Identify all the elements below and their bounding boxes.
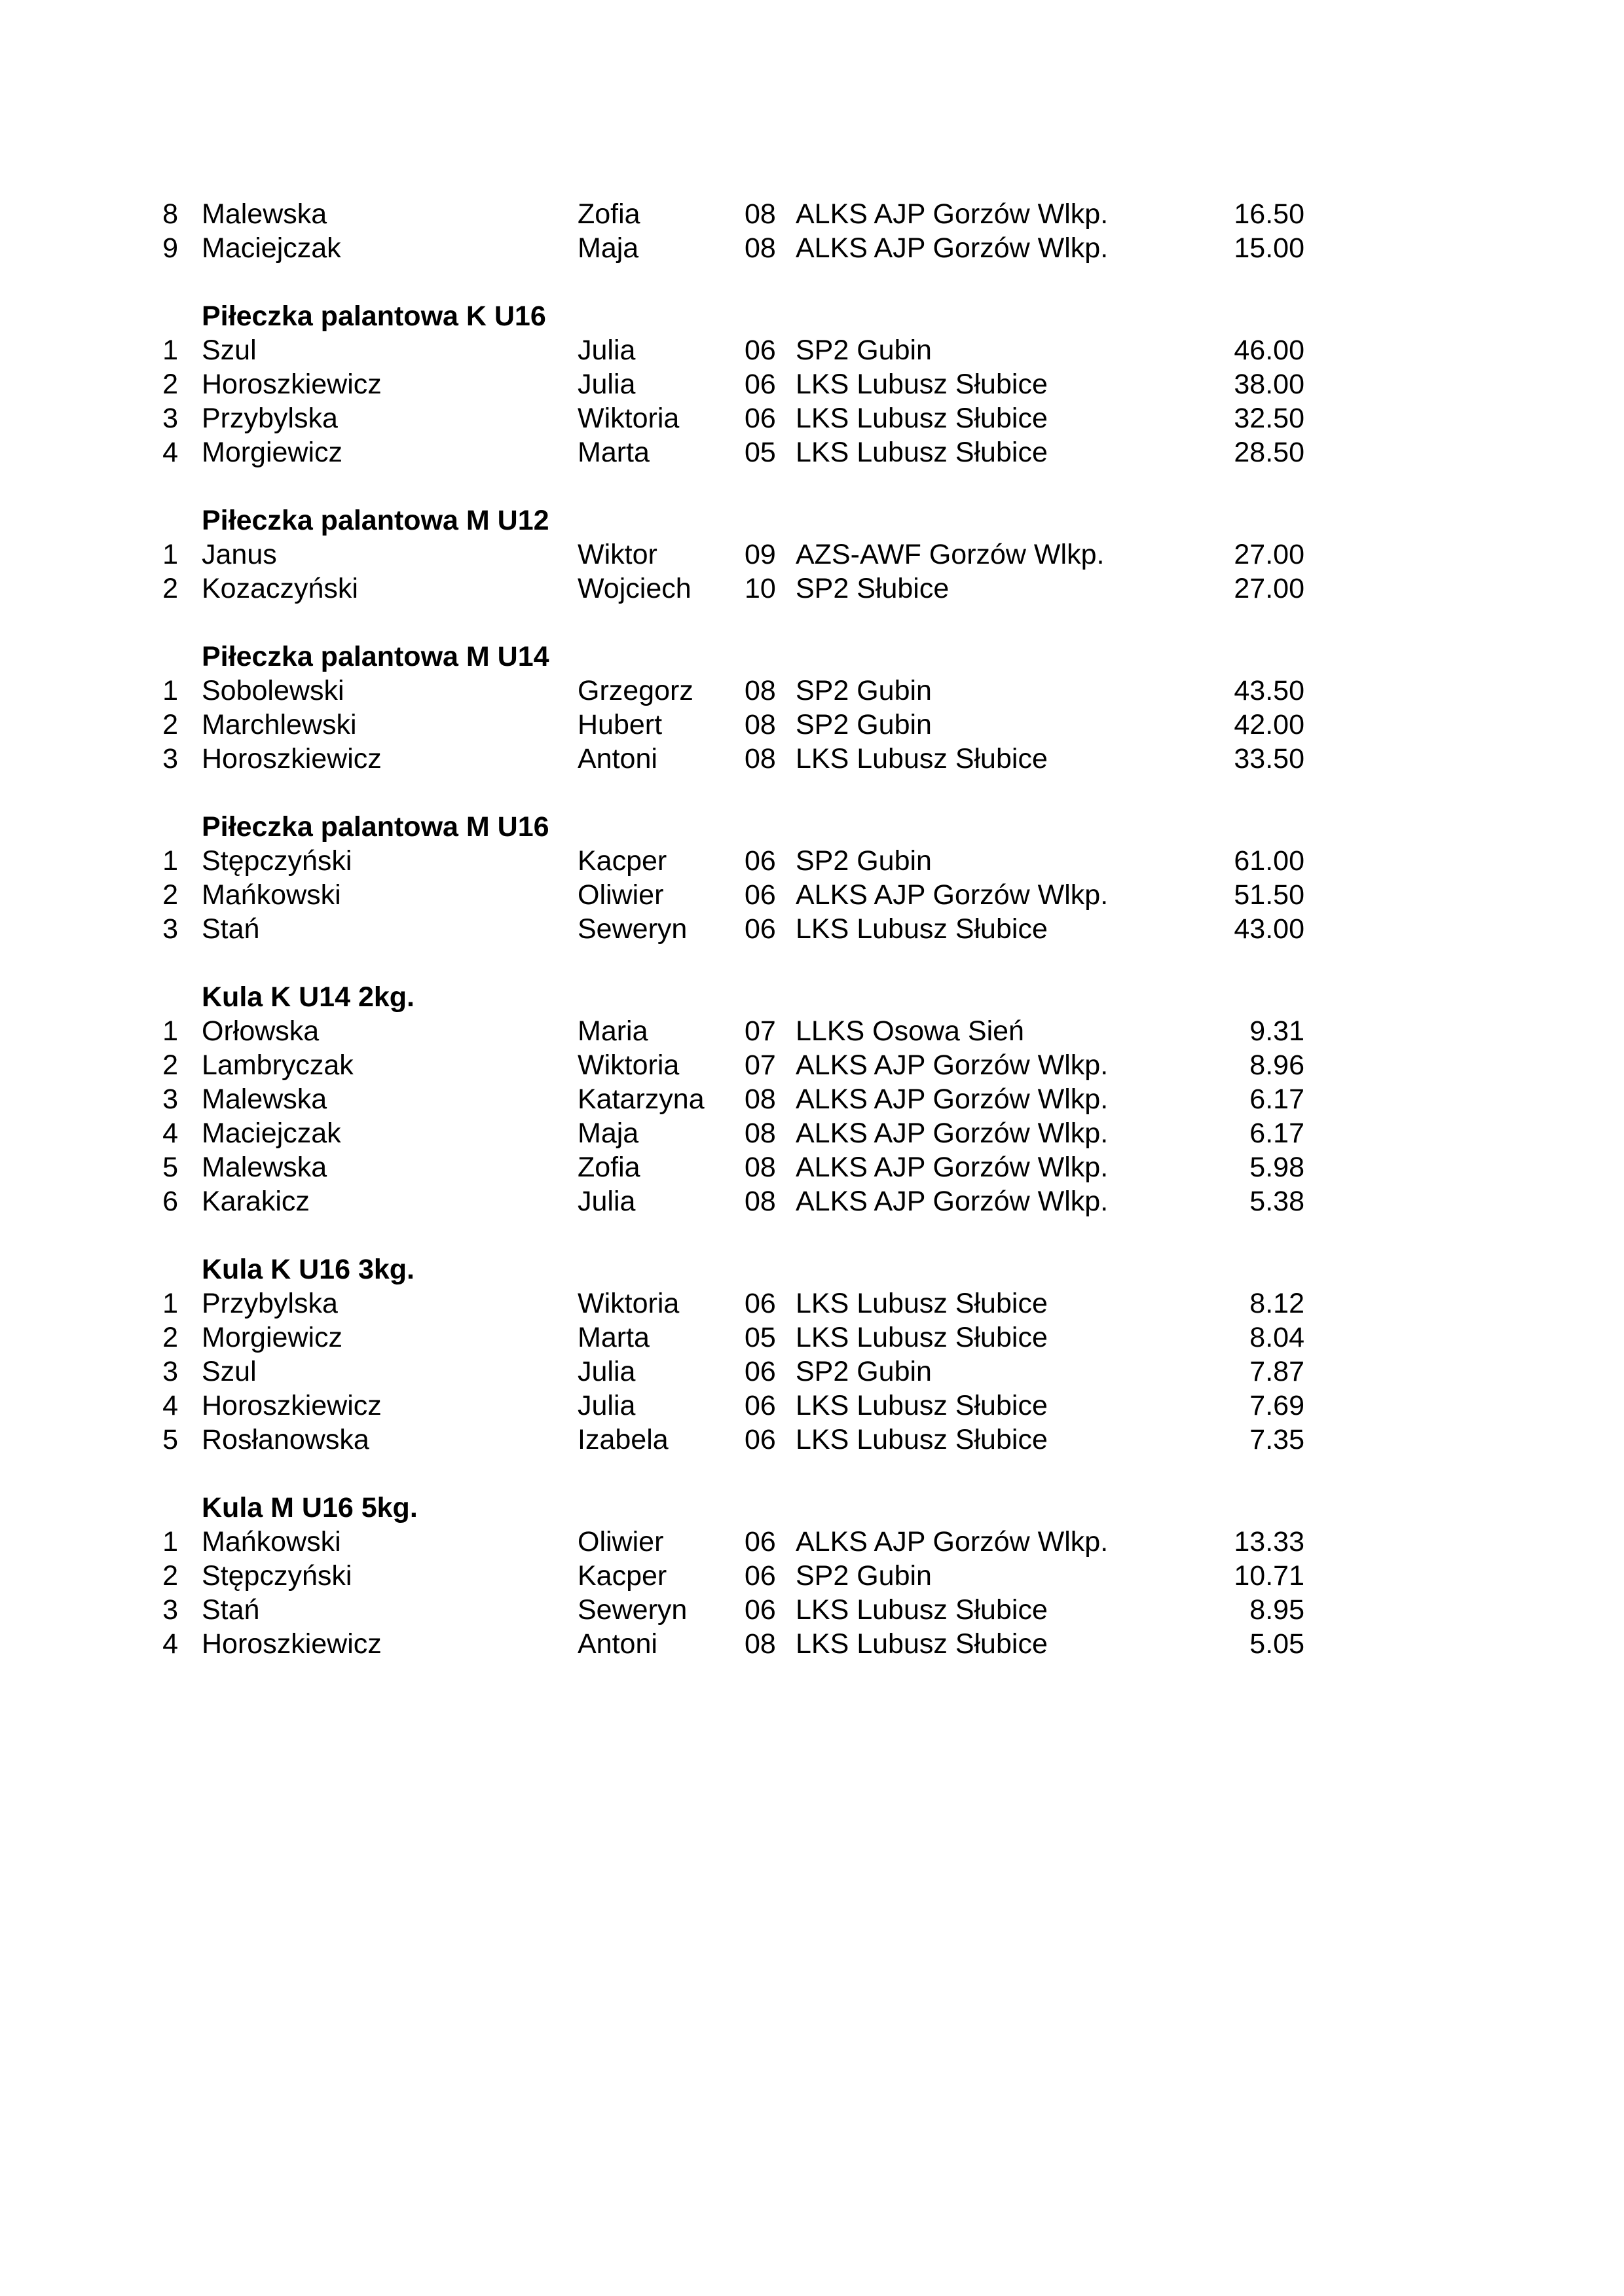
result-row [0, 572, 1304, 606]
club-cell: LKS Lubusz Słubice [796, 1594, 1048, 1626]
birth-year-cell: 08 [745, 198, 776, 230]
event-rows [0, 844, 1304, 946]
last-name-cell: Lambryczak [202, 1049, 354, 1081]
result-cell: 7.87 [1249, 1356, 1304, 1387]
event-rows [0, 197, 1304, 265]
event-section [0, 503, 1304, 606]
rank-cell: 2 [162, 1322, 178, 1353]
result-row [0, 1559, 1304, 1593]
first-name-cell: Wiktor [578, 539, 657, 570]
event-section [0, 980, 1304, 1218]
birth-year-cell: 06 [745, 913, 776, 945]
result-cell: 32.50 [1234, 403, 1304, 434]
rank-cell: 1 [162, 845, 178, 877]
club-cell: SP2 Słubice [796, 573, 950, 604]
last-name-cell: Marchlewski [202, 709, 357, 740]
first-name-cell: Wiktoria [578, 403, 680, 434]
rank-cell: 1 [162, 539, 178, 570]
rank-cell: 2 [162, 879, 178, 911]
last-name-cell: Mańkowski [202, 1526, 341, 1558]
birth-year-cell: 08 [745, 1152, 776, 1183]
result-cell: 46.00 [1234, 335, 1304, 366]
rank-cell: 1 [162, 1288, 178, 1319]
birth-year-cell: 06 [745, 879, 776, 911]
event-rows [0, 674, 1304, 776]
event-section [0, 197, 1304, 265]
last-name-cell: Stań [202, 913, 260, 945]
rank-cell: 2 [162, 709, 178, 740]
club-cell: ALKS AJP Gorzów Wlkp. [796, 1118, 1109, 1149]
last-name-cell: Horoszkiewicz [202, 1628, 382, 1660]
club-cell: ALKS AJP Gorzów Wlkp. [796, 198, 1109, 230]
result-cell: 43.00 [1234, 913, 1304, 945]
club-cell: ALKS AJP Gorzów Wlkp. [796, 1049, 1109, 1081]
club-cell: ALKS AJP Gorzów Wlkp. [796, 879, 1109, 911]
club-cell: LKS Lubusz Słubice [796, 913, 1048, 945]
first-name-cell: Kacper [578, 1560, 667, 1592]
birth-year-cell: 08 [745, 232, 776, 264]
result-cell: 8.95 [1249, 1594, 1304, 1626]
club-cell: LKS Lubusz Słubice [796, 437, 1048, 468]
first-name-cell: Wojciech [578, 573, 692, 604]
result-cell: 5.05 [1249, 1628, 1304, 1660]
result-cell: 9.31 [1249, 1015, 1304, 1047]
result-row [0, 912, 1304, 946]
result-row [0, 1321, 1304, 1355]
last-name-cell: Malewska [202, 1084, 327, 1115]
result-cell: 16.50 [1234, 198, 1304, 230]
first-name-cell: Kacper [578, 845, 667, 877]
rank-cell: 6 [162, 1186, 178, 1217]
rank-cell: 1 [162, 335, 178, 366]
result-row [0, 401, 1304, 435]
last-name-cell: Stępczyński [202, 1560, 352, 1592]
club-cell: SP2 Gubin [796, 675, 932, 706]
first-name-cell: Antoni [578, 1628, 657, 1660]
result-cell: 5.38 [1249, 1186, 1304, 1217]
result-cell: 7.69 [1249, 1390, 1304, 1421]
event-rows [0, 1014, 1304, 1218]
result-row [0, 878, 1304, 912]
result-cell: 27.00 [1234, 573, 1304, 604]
result-cell: 8.96 [1249, 1049, 1304, 1081]
rank-cell: 1 [162, 1015, 178, 1047]
event-rows [0, 1286, 1304, 1457]
result-row [0, 1116, 1304, 1150]
birth-year-cell: 06 [745, 1356, 776, 1387]
club-cell: SP2 Gubin [796, 709, 932, 740]
result-row [0, 1355, 1304, 1389]
result-cell: 27.00 [1234, 539, 1304, 570]
birth-year-cell: 08 [745, 1628, 776, 1660]
result-row [0, 538, 1304, 572]
rank-cell: 4 [162, 437, 178, 468]
result-cell: 7.35 [1249, 1424, 1304, 1455]
result-row [0, 1423, 1304, 1457]
rank-cell: 3 [162, 913, 178, 945]
birth-year-cell: 06 [745, 845, 776, 877]
rank-cell: 4 [162, 1390, 178, 1421]
club-cell: ALKS AJP Gorzów Wlkp. [796, 232, 1109, 264]
event-section [0, 1491, 1304, 1661]
last-name-cell: Stępczyński [202, 845, 352, 877]
first-name-cell: Maria [578, 1015, 648, 1047]
event-title: Piłeczka palantowa K U16 [202, 301, 546, 332]
last-name-cell: Szul [202, 335, 257, 366]
result-row [0, 674, 1304, 708]
last-name-cell: Przybylska [202, 1288, 338, 1319]
last-name-cell: Stań [202, 1594, 260, 1626]
birth-year-cell: 06 [745, 369, 776, 400]
event-section [0, 299, 1304, 469]
last-name-cell: Szul [202, 1356, 257, 1387]
result-row [0, 1150, 1304, 1184]
rank-cell: 8 [162, 198, 178, 230]
birth-year-cell: 07 [745, 1049, 776, 1081]
rank-cell: 2 [162, 1560, 178, 1592]
last-name-cell: Malewska [202, 1152, 327, 1183]
result-row [0, 1286, 1304, 1321]
club-cell: SP2 Gubin [796, 845, 932, 877]
event-title: Piłeczka palantowa M U12 [202, 505, 549, 536]
event-title: Piłeczka palantowa M U16 [202, 811, 549, 843]
result-cell: 13.33 [1234, 1526, 1304, 1558]
first-name-cell: Seweryn [578, 1594, 688, 1626]
club-cell: LKS Lubusz Słubice [796, 1390, 1048, 1421]
rank-cell: 1 [162, 1526, 178, 1558]
club-cell: SP2 Gubin [796, 335, 932, 366]
first-name-cell: Oliwier [578, 879, 664, 911]
result-cell: 33.50 [1234, 743, 1304, 774]
rank-cell: 4 [162, 1628, 178, 1660]
first-name-cell: Julia [578, 369, 636, 400]
result-cell: 6.17 [1249, 1118, 1304, 1149]
birth-year-cell: 05 [745, 1322, 776, 1353]
birth-year-cell: 06 [745, 1390, 776, 1421]
result-row [0, 1389, 1304, 1423]
birth-year-cell: 06 [745, 335, 776, 366]
birth-year-cell: 06 [745, 403, 776, 434]
result-cell: 8.12 [1249, 1288, 1304, 1319]
event-section [0, 810, 1304, 946]
result-cell: 51.50 [1234, 879, 1304, 911]
club-cell: LKS Lubusz Słubice [796, 743, 1048, 774]
birth-year-cell: 08 [745, 1118, 776, 1149]
result-cell: 6.17 [1249, 1084, 1304, 1115]
result-cell: 10.71 [1234, 1560, 1304, 1592]
last-name-cell: Mańkowski [202, 879, 341, 911]
first-name-cell: Oliwier [578, 1526, 664, 1558]
birth-year-cell: 10 [745, 573, 776, 604]
event-title: Kula K U14 2kg. [202, 981, 415, 1013]
rank-cell: 9 [162, 232, 178, 264]
birth-year-cell: 09 [745, 539, 776, 570]
rank-cell: 3 [162, 1084, 178, 1115]
rank-cell: 4 [162, 1118, 178, 1149]
club-cell: LKS Lubusz Słubice [796, 403, 1048, 434]
first-name-cell: Marta [578, 1322, 650, 1353]
rank-cell: 2 [162, 369, 178, 400]
first-name-cell: Seweryn [578, 913, 688, 945]
result-row [0, 1048, 1304, 1082]
club-cell: LKS Lubusz Słubice [796, 1424, 1048, 1455]
last-name-cell: Sobolewski [202, 675, 344, 706]
birth-year-cell: 08 [745, 1186, 776, 1217]
rank-cell: 3 [162, 1594, 178, 1626]
club-cell: ALKS AJP Gorzów Wlkp. [796, 1084, 1109, 1115]
result-row [0, 197, 1304, 231]
first-name-cell: Maja [578, 232, 639, 264]
first-name-cell: Izabela [578, 1424, 669, 1455]
result-row [0, 844, 1304, 878]
result-row [0, 708, 1304, 742]
last-name-cell: Maciejczak [202, 232, 341, 264]
event-rows [0, 538, 1304, 606]
club-cell: LKS Lubusz Słubice [796, 1628, 1048, 1660]
first-name-cell: Grzegorz [578, 675, 693, 706]
last-name-cell: Janus [202, 539, 277, 570]
club-cell: LKS Lubusz Słubice [796, 1288, 1048, 1319]
last-name-cell: Maciejczak [202, 1118, 341, 1149]
event-rows [0, 333, 1304, 469]
event-title: Kula M U16 5kg. [202, 1492, 418, 1523]
result-row [0, 1525, 1304, 1559]
first-name-cell: Julia [578, 1356, 636, 1387]
result-cell: 38.00 [1234, 369, 1304, 400]
club-cell: ALKS AJP Gorzów Wlkp. [796, 1526, 1109, 1558]
birth-year-cell: 08 [745, 1084, 776, 1115]
result-cell: 43.50 [1234, 675, 1304, 706]
birth-year-cell: 06 [745, 1560, 776, 1592]
birth-year-cell: 08 [745, 675, 776, 706]
rank-cell: 2 [162, 1049, 178, 1081]
result-row [0, 1184, 1304, 1218]
last-name-cell: Kozaczyński [202, 573, 358, 604]
result-row [0, 333, 1304, 367]
club-cell: ALKS AJP Gorzów Wlkp. [796, 1152, 1109, 1183]
rank-cell: 5 [162, 1152, 178, 1183]
first-name-cell: Katarzyna [578, 1084, 705, 1115]
club-cell: ALKS AJP Gorzów Wlkp. [796, 1186, 1109, 1217]
last-name-cell: Morgiewicz [202, 1322, 343, 1353]
first-name-cell: Julia [578, 1390, 636, 1421]
event-section [0, 1252, 1304, 1457]
last-name-cell: Morgiewicz [202, 437, 343, 468]
result-row [0, 231, 1304, 265]
event-title: Kula K U16 3kg. [202, 1254, 415, 1285]
results-list [0, 197, 1304, 1661]
result-cell: 61.00 [1234, 845, 1304, 877]
birth-year-cell: 07 [745, 1015, 776, 1047]
result-row [0, 1014, 1304, 1048]
result-row [0, 1627, 1304, 1661]
event-title: Piłeczka palantowa M U14 [202, 641, 549, 672]
last-name-cell: Horoszkiewicz [202, 369, 382, 400]
first-name-cell: Wiktoria [578, 1288, 680, 1319]
last-name-cell: Przybylska [202, 403, 338, 434]
last-name-cell: Rosłanowska [202, 1424, 369, 1455]
first-name-cell: Julia [578, 335, 636, 366]
birth-year-cell: 06 [745, 1526, 776, 1558]
last-name-cell: Karakicz [202, 1186, 310, 1217]
birth-year-cell: 08 [745, 709, 776, 740]
result-cell: 5.98 [1249, 1152, 1304, 1183]
first-name-cell: Julia [578, 1186, 636, 1217]
result-row [0, 1082, 1304, 1116]
birth-year-cell: 06 [745, 1594, 776, 1626]
last-name-cell: Horoszkiewicz [202, 743, 382, 774]
club-cell: SP2 Gubin [796, 1356, 932, 1387]
first-name-cell: Maja [578, 1118, 639, 1149]
result-row [0, 742, 1304, 776]
result-cell: 28.50 [1234, 437, 1304, 468]
club-cell: LLKS Osowa Sień [796, 1015, 1024, 1047]
last-name-cell: Orłowska [202, 1015, 320, 1047]
first-name-cell: Antoni [578, 743, 657, 774]
first-name-cell: Zofia [578, 198, 640, 230]
rank-cell: 1 [162, 675, 178, 706]
result-row [0, 367, 1304, 401]
result-row [0, 1593, 1304, 1627]
birth-year-cell: 05 [745, 437, 776, 468]
last-name-cell: Horoszkiewicz [202, 1390, 382, 1421]
club-cell: SP2 Gubin [796, 1560, 932, 1592]
first-name-cell: Wiktoria [578, 1049, 680, 1081]
club-cell: LKS Lubusz Słubice [796, 369, 1048, 400]
first-name-cell: Marta [578, 437, 650, 468]
result-cell: 42.00 [1234, 709, 1304, 740]
club-cell: LKS Lubusz Słubice [796, 1322, 1048, 1353]
result-cell: 15.00 [1234, 232, 1304, 264]
birth-year-cell: 06 [745, 1424, 776, 1455]
rank-cell: 3 [162, 743, 178, 774]
birth-year-cell: 06 [745, 1288, 776, 1319]
event-section [0, 640, 1304, 776]
rank-cell: 3 [162, 1356, 178, 1387]
birth-year-cell: 08 [745, 743, 776, 774]
event-rows [0, 1525, 1304, 1661]
last-name-cell: Malewska [202, 198, 327, 230]
rank-cell: 2 [162, 573, 178, 604]
first-name-cell: Hubert [578, 709, 663, 740]
rank-cell: 5 [162, 1424, 178, 1455]
rank-cell: 3 [162, 403, 178, 434]
result-row [0, 435, 1304, 469]
club-cell: AZS-AWF Gorzów Wlkp. [796, 539, 1105, 570]
result-cell: 8.04 [1249, 1322, 1304, 1353]
first-name-cell: Zofia [578, 1152, 640, 1183]
